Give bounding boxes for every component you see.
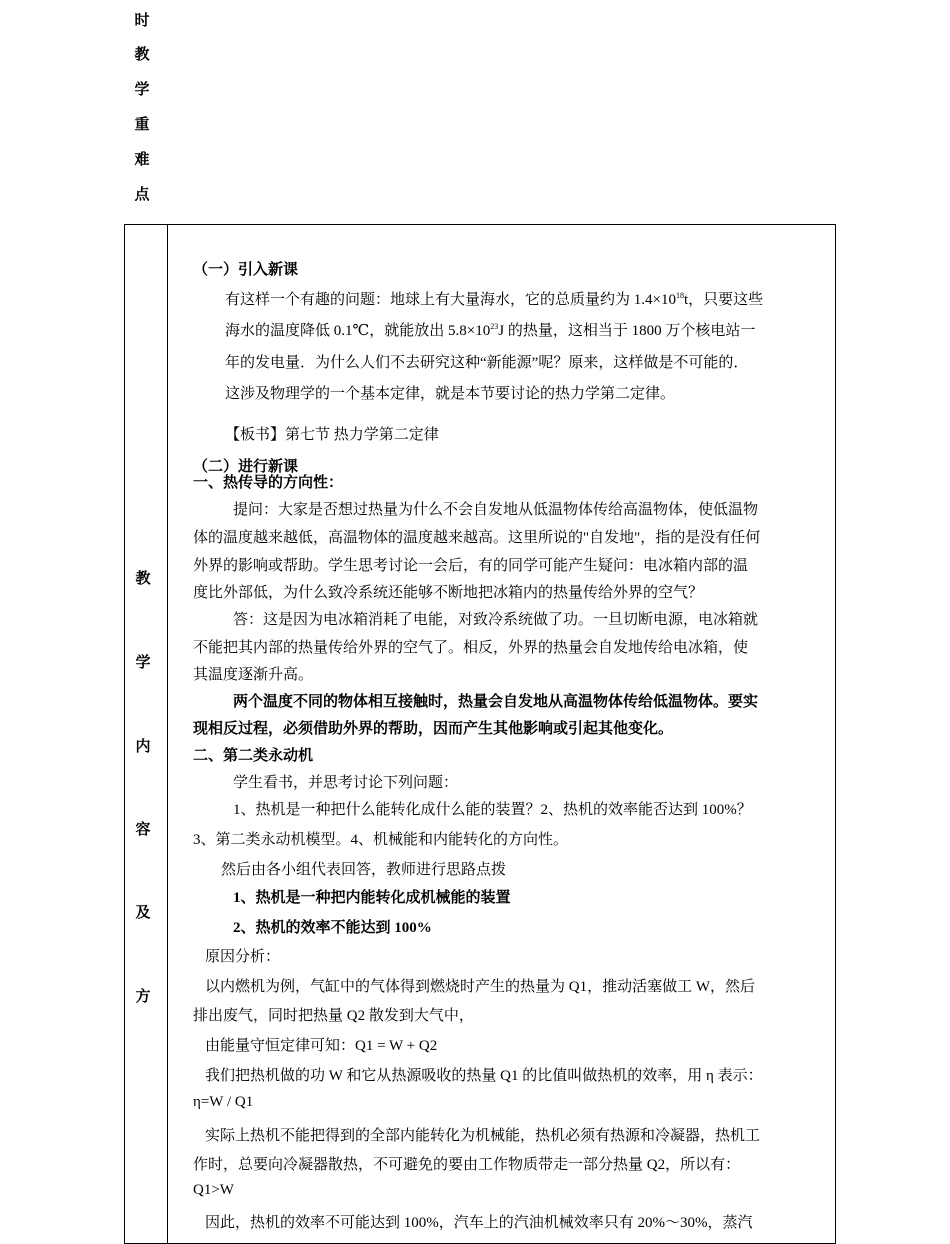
- subheading: 一、热传导的方向性：: [193, 475, 344, 491]
- top-label-char: 重: [134, 117, 150, 133]
- left-label-char: 教: [135, 571, 151, 587]
- paragraph-line: 外界的影响或帮助。学生思考讨论一会后，有的同学可能产生疑问：电冰箱内部的温: [193, 558, 749, 574]
- left-label-char: 及: [135, 905, 151, 921]
- paragraph-line: 有这样一个有趣的问题：地球上有大量海水，它的总质量约为 $1.4\times 10^{18}t$，只要这些: [225, 291, 764, 308]
- paragraph-line: 然后由各小组代表回答，教师进行思路点拨: [221, 862, 507, 878]
- paragraph-line: 体的温度越来越低，高温物体的温度越来越高。这里所说的"自发地"，指的是没有任何: [193, 530, 761, 546]
- paragraph-line: 提问：大家是否想过热量为什么不会自发地从低温物体传给高温物体，使低温物: [233, 502, 759, 518]
- key-statement: 现相反过程，必须借助外界的帮助，因而产生其他影响或引起其他变化。: [193, 721, 674, 737]
- formula-line: Q1>W: [193, 1182, 234, 1198]
- paragraph-line: 度比外部低，为什么致冷系统还能够不断地把冰箱内的热量传给外界的空气？: [193, 585, 704, 601]
- paragraph-line: 年的发电量．为什么人们不去研究这种“新能源”呢？原来，这样做是不可能的．: [225, 355, 749, 371]
- key-statement: 两个温度不同的物体相互接触时，热量会自发地从高温物体传给低温物体。要实: [233, 694, 759, 710]
- paragraph-line: 原因分析：: [205, 949, 281, 965]
- subheading: 二、第二类永动机: [193, 748, 314, 764]
- paragraph-line: 海水的温度降低 0.1℃，就能放出 $5.8\times 10^{23}J$ 的热量，这相当于 1800 万个核电站一: [225, 322, 756, 339]
- paragraph-line: 作时，总要向冷凝器散热，不可避免的要由工作物质带走一部分热量 Q2，所以有：: [193, 1157, 741, 1173]
- column-divider: [167, 225, 168, 1243]
- paragraph-line: 我们把热机做的功 W 和它从热源吸收的热量 Q1 的比值叫做热机的效率，用 η 表示：: [205, 1068, 763, 1084]
- top-label-char: 时: [134, 13, 150, 29]
- paragraph-line: 不能把其内部的热量传给外界的空气了。相反，外界的热量会自发地传给电冰箱，使: [193, 640, 749, 656]
- paragraph-line: 1、热机是一种把什么能转化成什么能的装置？2、热机的效率能否达到 100%？: [233, 802, 752, 818]
- top-label-char: 难: [134, 152, 150, 168]
- board-note: 【板书】第七节 热力学第二定律: [225, 427, 439, 443]
- paragraph-line: 排出废气，同时把热量 Q2 散发到大气中，: [193, 1008, 474, 1024]
- paragraph-line: 3、第二类永动机模型。4、机械能和内能转化的方向性。: [193, 832, 569, 848]
- key-point: 2、热机的效率不能达到 100%: [233, 920, 432, 936]
- paragraph-line: 以内燃机为例，气缸中的气体得到燃烧时产生的热量为 Q1，推动活塞做工 W，然后: [205, 979, 755, 995]
- left-label-char: 学: [135, 655, 151, 671]
- paragraph-line: 答：这是因为电冰箱消耗了电能，对致冷系统做了功。一旦切断电源，电冰箱就: [233, 612, 759, 628]
- top-label-char: 学: [134, 82, 150, 98]
- paragraph-line: 学生看书，并思考讨论下列问题：: [233, 775, 459, 791]
- formula-line: 由能量守恒定律可知：Q1 = W + Q2: [205, 1038, 438, 1054]
- paragraph-line: 实际上热机不能把得到的全部内能转化为机械能，热机必须有热源和冷凝器，热机工: [205, 1128, 761, 1144]
- left-label-char: 内: [135, 739, 151, 755]
- left-label-char: 容: [135, 822, 151, 838]
- section-title: （二）进行新课: [193, 459, 299, 475]
- section-title: （一）引入新课: [193, 262, 299, 278]
- paragraph-line: 因此，热机的效率不可能达到 100%，汽车上的汽油机械效率只有 20%～30%，蒸汽: [205, 1215, 753, 1231]
- paragraph-line: 其温度逐渐升高。: [193, 667, 314, 683]
- paragraph-line: 这涉及物理学的一个基本定律，就是本节要讨论的热力学第二定律。: [225, 386, 676, 402]
- left-label-char: 方: [135, 989, 151, 1005]
- formula-line: η=W / Q1: [193, 1094, 254, 1110]
- key-point: 1、热机是一种把内能转化成机械能的装置: [233, 890, 511, 906]
- top-label-char: 点: [134, 187, 150, 203]
- top-label-char: 教: [134, 47, 150, 63]
